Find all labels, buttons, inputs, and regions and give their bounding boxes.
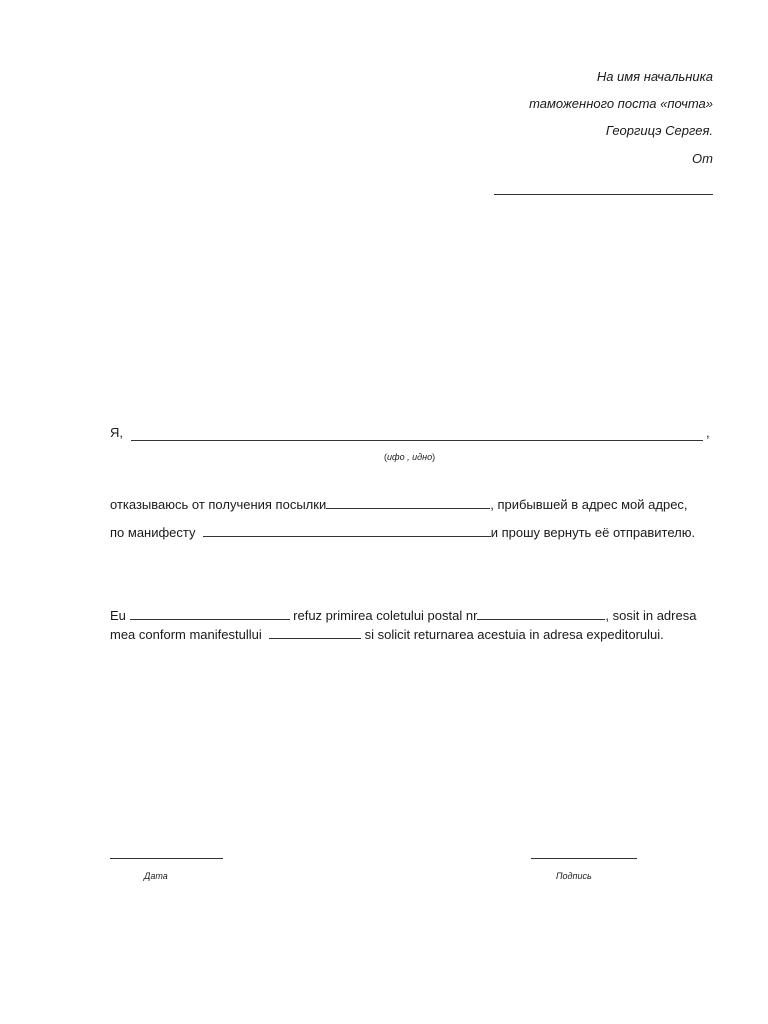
ro-eu-text: Eu (110, 608, 126, 623)
ro-parcel-blank (477, 608, 605, 620)
ru-arrived-text: , прибывшей в адрес мой адрес, (490, 497, 688, 512)
ru-return-text: и прошу вернуть её отправителю. (490, 525, 696, 540)
name-idno-hint: (ифо , идно) (384, 452, 436, 462)
ru-refusal-line (110, 497, 688, 512)
ro-manifest-blank (269, 627, 361, 639)
ru-manifest-line (110, 525, 695, 540)
date-blank (110, 858, 223, 859)
sender-name-blank (494, 194, 713, 195)
ru-manifest-text: по манифесту (110, 525, 196, 540)
ru-i-label: Я, (110, 425, 123, 440)
header-addressee-line: На имя начальника (596, 69, 713, 84)
signature-blank (531, 858, 637, 859)
ro-sosit-text: , sosit in adresa (605, 608, 697, 623)
header-post-line: таможенного поста «почта» (529, 96, 713, 111)
ru-refusal-text: отказываюсь от получения посылки (110, 497, 327, 512)
header-chief-name: Георгицэ Сергея. (605, 123, 713, 138)
ro-refuz-text: refuz primirea coletului postal nr (293, 608, 478, 623)
ro-solicit-text: si solicit returnarea acestuia in adresa expeditorului. (364, 627, 664, 642)
ru-name-blank (131, 440, 703, 441)
ro-name-blank (130, 608, 290, 620)
ru-name-comma: , (706, 425, 710, 440)
ro-mea-text: mea conform manifestullui (110, 627, 262, 642)
manifest-number-blank (203, 525, 491, 537)
header-from-label: От (692, 151, 713, 166)
ro-paragraph (110, 606, 710, 644)
date-label: Дата (144, 871, 168, 881)
parcel-number-blank (326, 497, 490, 509)
signature-label: Подпись (556, 871, 592, 881)
